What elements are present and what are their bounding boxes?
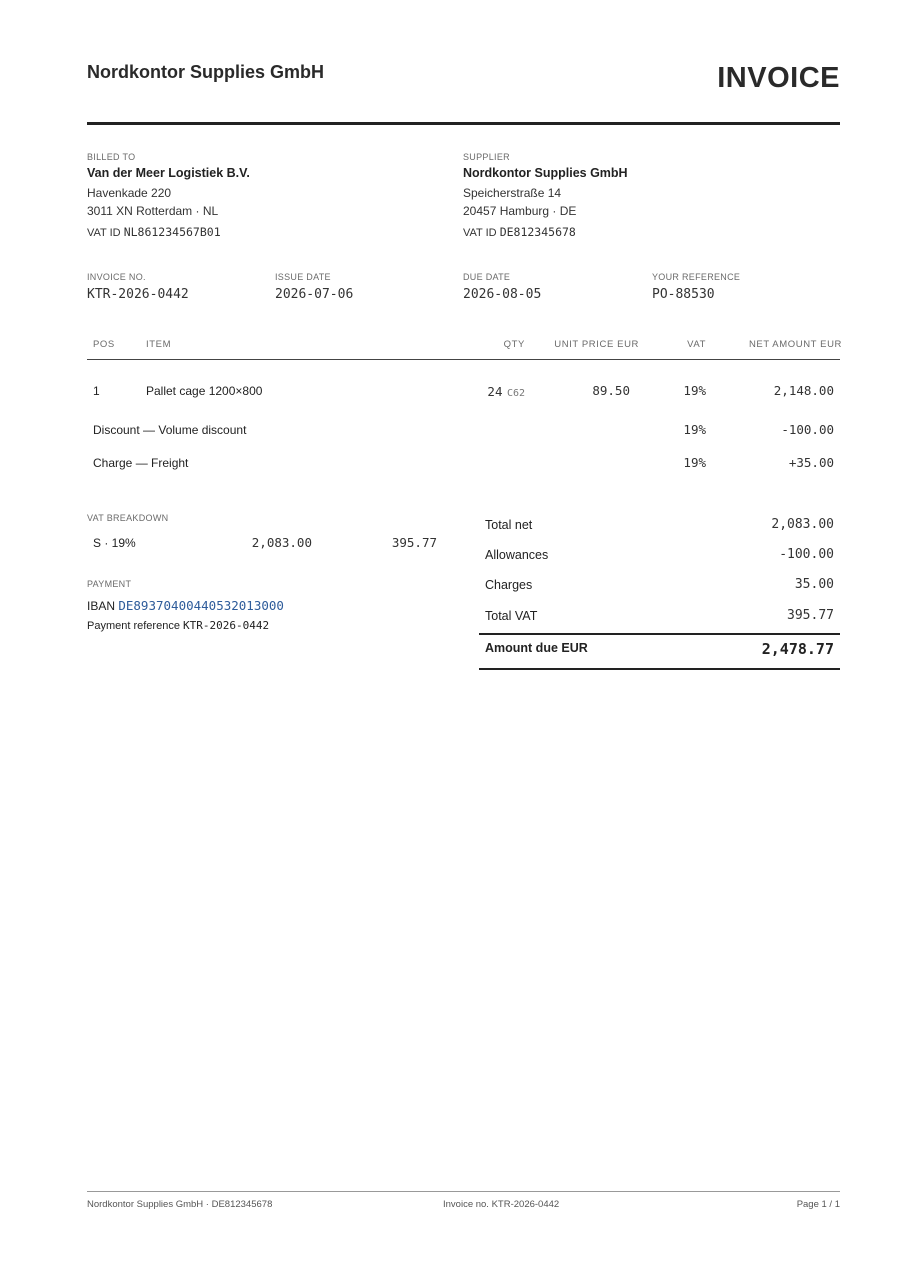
charges-label: Charges (485, 578, 533, 592)
charge-label: Charge — Freight (93, 456, 189, 470)
invoice-number-label: INVOICE NO. (87, 272, 146, 282)
supplier-vat (463, 225, 833, 239)
due-date-label: DUE DATE (463, 272, 511, 282)
discount-amount: -100.00 (781, 422, 834, 437)
reference-value: PO-88530 (652, 287, 715, 302)
allowances-value: -100.00 (779, 547, 834, 562)
vat-breakdown-category: S · 19% (93, 536, 136, 550)
payment-reference (87, 619, 269, 632)
row-vat: 19% (683, 383, 706, 398)
column-header-vat: VAT (687, 339, 706, 350)
supplier-vat-label: VAT ID (463, 227, 497, 239)
amount-due-label: Amount due EUR (485, 641, 588, 655)
supplier-address-line1: Speicherstraße 14 (463, 186, 562, 200)
allowances-label: Allowances (485, 548, 549, 562)
amount-due-top-rule (479, 633, 840, 635)
footer-rule (87, 1191, 840, 1192)
column-header-unit-price: UNIT PRICE EUR (554, 339, 639, 350)
reference-field (652, 272, 740, 302)
due-date-field (463, 272, 541, 302)
billed-to-caption: BILLED TO (87, 152, 136, 162)
charge-row (87, 454, 840, 474)
supplier-block (463, 152, 833, 239)
table-row (87, 382, 840, 402)
seller-name: Nordkontor Supplies GmbH (87, 62, 325, 82)
column-header-net-amount: NET AMOUNT EUR (748, 339, 842, 350)
row-item: Pallet cage 1200×800 (146, 384, 263, 398)
supplier-address-line2: 20457 Hamburg · DE (463, 204, 577, 218)
supplier-vat-id: DE812345678 (499, 225, 576, 239)
billed-to-address-line1: Havenkade 220 (87, 186, 172, 200)
row-qty-value: 24 (487, 384, 503, 399)
total-net-value: 2,083.00 (771, 517, 834, 532)
vat-breakdown-base: 2,083.00 (251, 535, 312, 550)
due-date-value: 2026-08-05 (463, 287, 542, 302)
row-pos: 1 (93, 384, 100, 398)
discount-label: Discount — Volume discount (93, 423, 247, 437)
supplier-name: Nordkontor Supplies GmbH (463, 166, 628, 180)
billed-to-vat (87, 225, 437, 239)
total-net-label: Total net (485, 518, 533, 532)
billed-to-vat-label: VAT ID (87, 227, 121, 239)
iban-value: DE89370400440532013000 (118, 598, 284, 613)
row-unit-code: C62 (506, 388, 525, 399)
charge-vat: 19% (683, 455, 706, 470)
document-title: INVOICE (717, 62, 840, 94)
billed-to-address-line2: 3011 XN Rotterdam · NL (87, 204, 219, 218)
footer-center: Invoice no. KTR-2026-0442 (443, 1199, 560, 1210)
supplier-caption: SUPPLIER (463, 152, 510, 162)
billed-to-block (87, 152, 437, 239)
vat-breakdown-caption: VAT BREAKDOWN (87, 513, 169, 523)
footer-left: Nordkontor Supplies GmbH · DE812345678 (87, 1199, 273, 1210)
amount-due-bottom-rule (479, 668, 840, 670)
discount-row (87, 421, 840, 441)
invoice-number-value: KTR-2026-0442 (87, 287, 189, 302)
payment-reference-label: Payment reference (87, 620, 180, 632)
column-header-qty: QTY (503, 339, 525, 350)
payment-reference-value: KTR-2026-0442 (183, 619, 270, 632)
column-header-pos: POS (93, 339, 115, 350)
invoice-number-field (87, 272, 189, 302)
vat-breakdown-tax: 395.77 (391, 535, 437, 550)
reference-label: YOUR REFERENCE (652, 272, 741, 282)
charge-amount: +35.00 (788, 455, 834, 470)
row-qty (440, 383, 525, 401)
table-header-rule (87, 359, 840, 360)
footer-right: Page 1 / 1 (796, 1199, 840, 1210)
billed-to-name: Van der Meer Logistiek B.V. (87, 166, 250, 180)
row-unit-price: 89.50 (592, 383, 630, 398)
total-vat-label: Total VAT (485, 609, 538, 623)
issue-date-field (275, 272, 353, 302)
column-header-item: ITEM (146, 339, 172, 350)
amount-due-value: 2,478.77 (761, 640, 834, 658)
discount-vat: 19% (683, 422, 706, 437)
iban-label: IBAN (87, 599, 116, 613)
billed-to-vat-id: NL861234567B01 (123, 225, 221, 239)
payment-iban (87, 598, 284, 613)
row-net-amount: 2,148.00 (773, 383, 834, 398)
payment-caption: PAYMENT (87, 579, 132, 589)
issue-date-label: ISSUE DATE (275, 272, 331, 282)
total-vat-value: 395.77 (787, 608, 834, 623)
charges-value: 35.00 (794, 577, 834, 592)
header-rule (87, 122, 840, 125)
issue-date-value: 2026-07-06 (275, 287, 354, 302)
